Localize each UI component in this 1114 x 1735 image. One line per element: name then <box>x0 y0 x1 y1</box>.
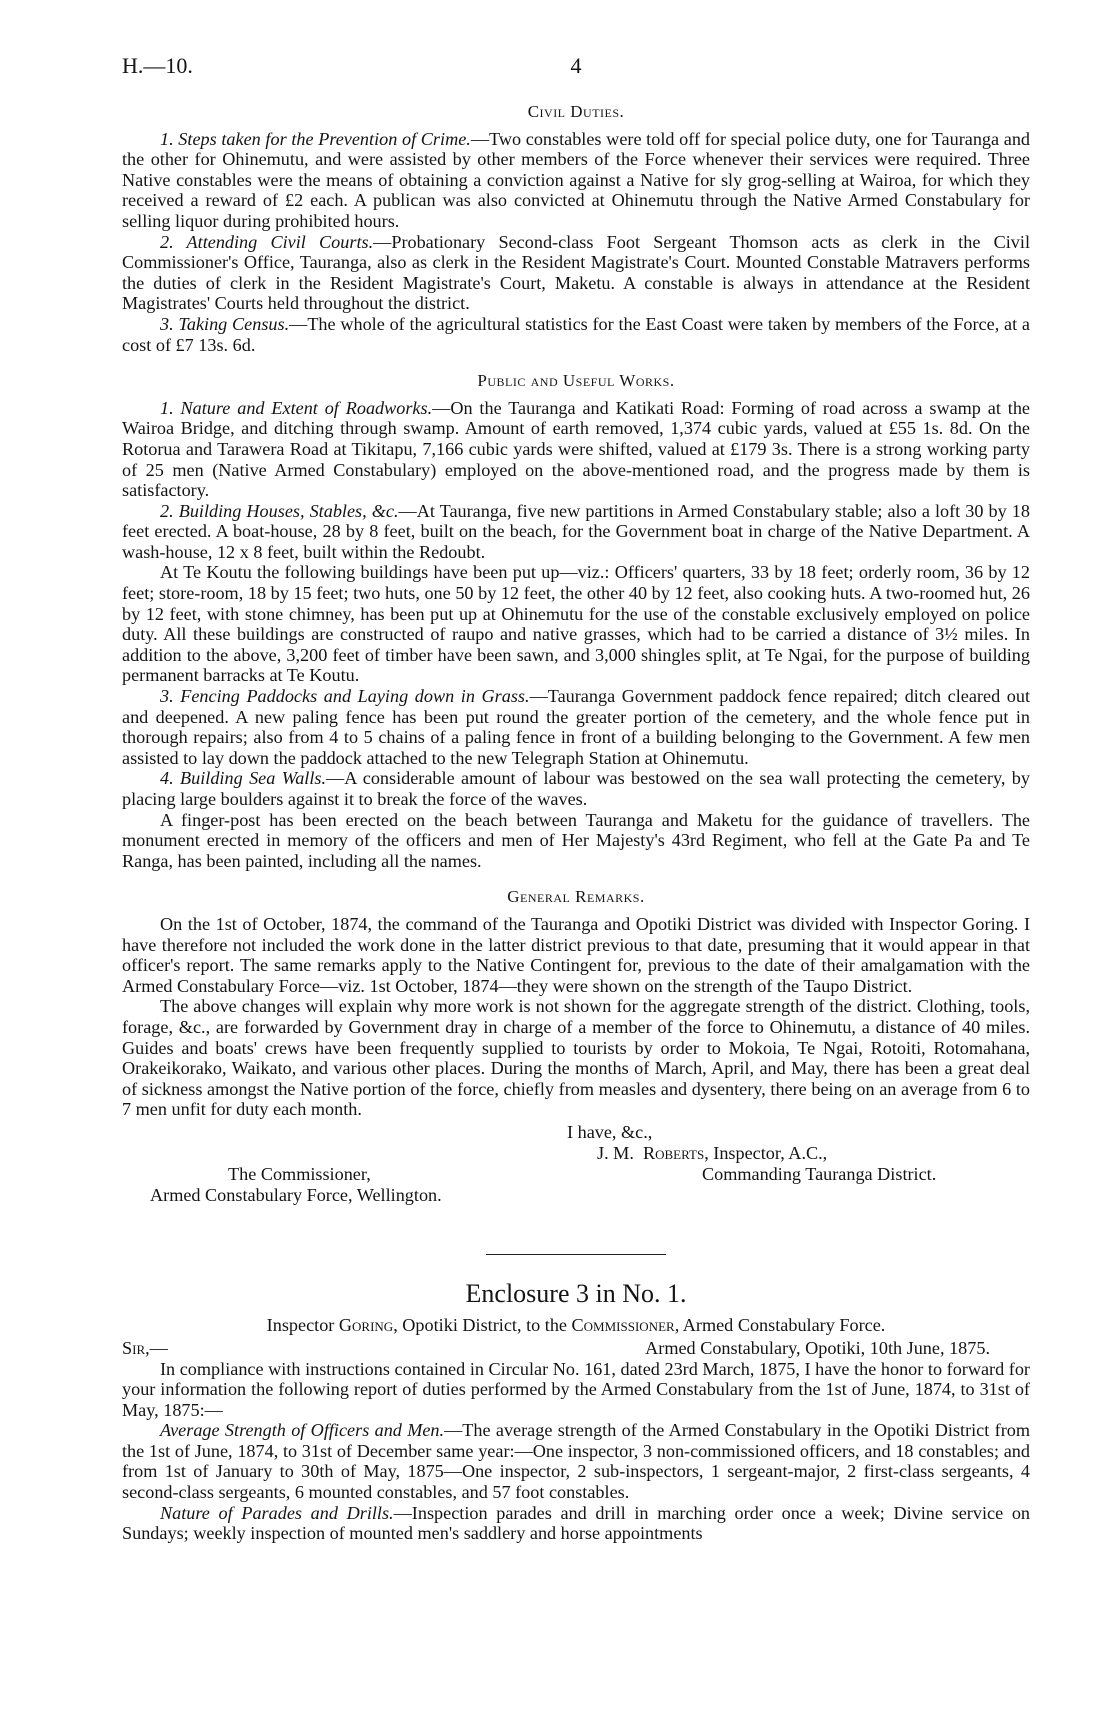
paragraph <box>122 398 1030 501</box>
paragraph: The above changes will explain why more work is not shown for the aggregate strength of the district. Clothing, tools, forage, &c., are forwarded by Government dray in charge of a member of the force to Ohinemutu, a distance of 40 miles. Guides and boats' crews have been frequently supplied to tourists by order to Mokoia, Te Ngai, Rotoiti, Rotomahana, Orakeikorako, Waikato, and various other places. During the months of March, April, and May, there has been a great deal of sickness amongst the Native portion of the force, chiefly from measles and dysentery, there being on an average from 6 to 7 men unfit for duty each month. <box>122 996 1030 1120</box>
salutation: Sir,— <box>122 1337 168 1358</box>
paragraph-lead: 2. Attending Civil Courts. <box>160 231 374 252</box>
paragraph-text: —The average strength of the Armed Constabulary in the Opotiki District from the 1st of June, 1874, to 31st of December same year:—One inspector, 3 non-commissioned officers, and 18 constables; and from 1st of January to 30th of May, 1875—One inspector, 2 sub-inspectors, 1 sergeant-major, 2 first-class sergeants, 4 second-class sergeants, 6 mounted constables, and 57 foot constables. <box>122 1420 1030 1503</box>
signatory-command: Commanding Tauranga District. <box>702 1163 937 1184</box>
section-heading-general-remarks: General Remarks. <box>507 887 645 907</box>
paragraph-text: —A considerable amount of labour was bestowed on the sea wall protecting the cemetery, by placing large boulders against it to break the force of the waves. <box>122 768 1030 809</box>
paragraph-lead: 1. Nature and Extent of Roadworks. <box>160 397 433 418</box>
paragraph-text: —At Tauranga, five new partitions in Armed Constabulary stable; also a loft 30 by 18 feet erected. A boat-house, 28 by 8 feet, built on the beach, for the Government boat in charge of the Native Department. A wash-house, 12 x 8 feet, built within the Redoubt. <box>122 500 1030 562</box>
salutation-row <box>122 1338 1030 1359</box>
paragraph-lead: Nature of Parades and Drills. <box>160 1502 394 1523</box>
document-code: H.—10. <box>122 53 193 78</box>
paragraph: In compliance with instructions contained in Circular No. 161, dated 23rd March, 1875, I have the honor to forward for your information the following report of duties performed by the Armed Constabulary from the 1st of June, 1874, to 31st of May, 1875:— <box>122 1358 1030 1420</box>
addressee-line: Armed Constabulary Force, Wellington. <box>150 1184 442 1205</box>
signature-block <box>122 1120 1030 1226</box>
paragraph-lead: 3. Taking Census. <box>160 313 290 334</box>
section-heading-civil-duties: Civil Duties. <box>527 102 625 121</box>
paragraph: On the 1st of October, 1874, the command of the Tauranga and Opotiki District was divided with Inspector Goring. I have therefore not included the work done in the latter district previous to that date, presuming that it would appear in that officer's report. The same remarks apply to the Native Contingent for, previous to the date of their amalgamation with the Armed Constabulary Force—viz. 1st October, 1874—they were shown on the strength of the Taupo District. <box>122 913 1030 996</box>
letter-heading: Inspector Goring, Opotiki District, to the Commissioner, Armed Constabulary Force. <box>266 1314 886 1335</box>
paragraph <box>122 314 1030 355</box>
paragraph-lead: 2. Building Houses, Stables, &c. <box>160 500 399 521</box>
enclosure-title: Enclosure 3 in No. 1. <box>465 1278 687 1308</box>
signatory-name: J. M. Roberts, Inspector, A.C., <box>597 1142 828 1163</box>
paragraph: A finger-post has been erected on the beach between Tauranga and Maketu for the guidance of travellers. The monument erected in memory of the officers and men of Her Majesty's 43rd Regiment, who fell at the Gate Pa and Te Ranga, has been painted, including all the names. <box>122 809 1030 871</box>
closing: I have, &c., <box>567 1121 653 1142</box>
paragraph-lead: 1. Steps taken for the Prevention of Crime. <box>160 128 471 149</box>
letter-address-date: Armed Constabulary, Opotiki, 10th June, 1875. <box>645 1337 990 1358</box>
paragraph-text: —Two constables were told off for special police duty, one for Tauranga and the other for Ohinemutu, and were assisted by other members of the Force whenever their services were required. Three Native constables were the means of obtaining a conviction against a Native for sly grog-selling at Wairoa, for which they received a reward of £2 each. A publican was also convicted at Ohinemutu through the Native Armed Constabulary for selling liquor during prohibited hours. <box>122 128 1031 231</box>
paragraph-text: —The whole of the agricultural statistics for the East Coast were taken by members of the Force, at a cost of £7 13s. 6d. <box>122 313 1030 355</box>
page-header <box>122 52 1030 92</box>
paragraph <box>122 768 1030 809</box>
paragraph: At Te Koutu the following buildings have been put up—viz.: Officers' quarters, 33 by 18 feet; orderly room, 36 by 12 feet; store-room, 18 by 15 feet; two huts, one 50 by 12 feet, the other 40 by 12 feet, also cooking huts. A two-roomed hut, 26 by 12 feet, with stone chimney, has been put up at Ohinemutu for the use of the constable exclusively employed on police duty. All these buildings are constructed of raupo and native grasses, which had to be carried a distance of 3½ miles. In addition to the above, 3,200 feet of timber have been sawn, and 3,000 shingles split, at Te Ngai, for the purpose of building permanent barracks at Te Koutu. <box>122 562 1030 686</box>
paragraph <box>122 1503 1030 1544</box>
paragraph-lead: 3. Fencing Paddocks and Laying down in Grass. <box>160 686 530 707</box>
paragraph <box>122 232 1030 314</box>
paragraph-text: —Tauranga Government paddock fence repaired; ditch cleared out and deepened. A new paling fence has been put round the greater portion of the cemetery, and the whole fence put in thorough repairs; also from 4 to 5 chains of a paling fence in front of a building belonging to the Government. A few men assisted to lay down the paddock attached to the new Telegraph Station at Ohinemutu. <box>122 686 1031 768</box>
addressee-line: The Commissioner, <box>228 1163 371 1184</box>
paragraph <box>122 686 1030 768</box>
section-heading-public-works: Public and Useful Works. <box>477 371 675 391</box>
paragraph-lead: 4. Building Sea Walls. <box>160 768 327 789</box>
paragraph-text: —On the Tauranga and Katikati Road: Forming of road across a swamp at the Wairoa Bridge, and ditching through swamp. Amount of earth removed, 1,374 cubic yards, valued at £55 1s. 8d. On the Rotorua and Tarawera Road at Tikitapu, 7,166 cubic yards were shifted, valued at £179 3s. There is a strong working party of 25 men (Native Armed Constabulary) employed on the above-mentioned road, and the progress made by them is satisfactory. <box>122 397 1030 501</box>
page-number: 4 <box>570 53 582 78</box>
paragraph <box>122 501 1030 563</box>
paragraph <box>122 1420 1030 1502</box>
paragraph <box>122 129 1030 232</box>
paragraph-lead: Average Strength of Officers and Men. <box>160 1420 445 1441</box>
section-divider <box>486 1254 666 1255</box>
paragraph-text: —Probationary Second-class Foot Sergeant Thomson acts as clerk in the Civil Commissioner's Office, Tauranga, also as clerk in the Resident Magistrate's Court. Mounted Constable Matravers performs the duties of clerk in the Resident Magistrate's Court, Maketu. A constable is always in attendance at the Resident Magistrates' Courts held throughout the district. <box>122 231 1031 314</box>
paragraph-text: —Inspection parades and drill in marching order once a week; Divine service on Sundays; weekly inspection of mounted men's saddlery and horse appointments <box>122 1502 1031 1544</box>
